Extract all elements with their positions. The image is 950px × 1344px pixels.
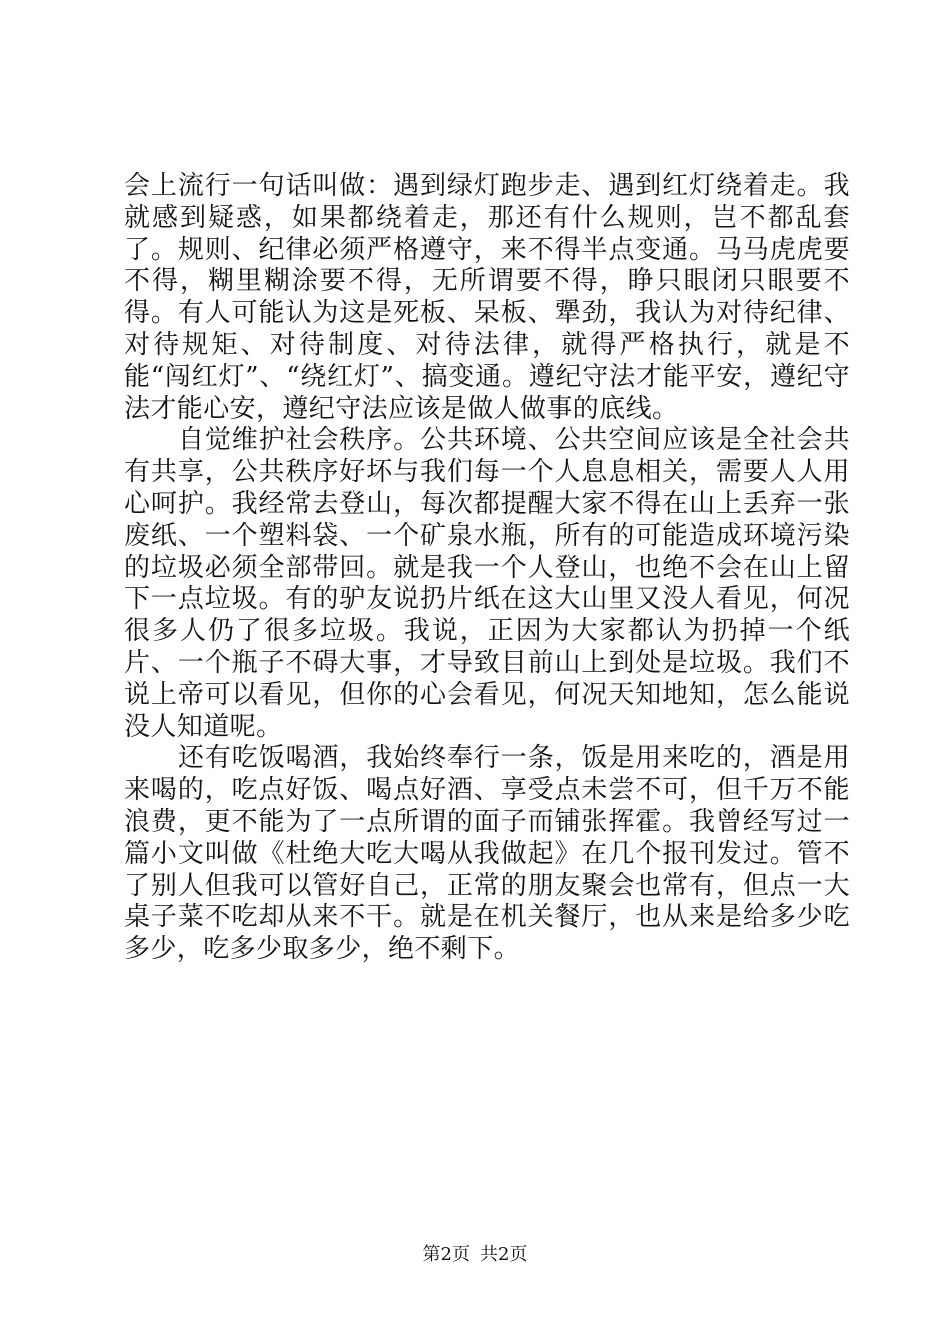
- paragraph-public-order: 自觉维护社会秩序。公共环境、公共空间应该是全社会共有共享，公共秩序好坏与我们每一个人息息相关，需要人人用心呵护。我经常去登山，每次都提醒大家不得在山上丢弃一张废纸、一个塑料袋、一个矿泉水瓶，所有的可能造成环境污染的垃圾必须全部带回。就是我一个人登山，也绝不会在山上留下一点垃圾。有的驴友说扔片纸在这大山里又没人看见，何况很多人仍了很多垃圾。我说，正因为大家都认为扔掉一个纸片、一个瓶子不碍大事，才导致目前山上到处是垃圾。我们不说上帝可以看见，但你的心会看见，何况天知地知，怎么能说没人知道呢。: [124, 425, 850, 742]
- page-number: 第2页: [422, 1244, 470, 1265]
- paragraph-continuation: 会上流行一句话叫做：遇到绿灯跑步走、遇到红灯绕着走。我就感到疑惑，如果都绕着走，那还有什么规则，岂不都乱套了。规则、纪律必须严格遵守，来不得半点变通。马马虎虎要不得，糊里糊涂要不得，无所谓要不得，睁只眼闭只眼要不得。有人可能认为这是死板、呆板、犟劲，我认为对待纪律、对待规矩、对待制度、对待法律，就得严格执行，就是不能“闯红灯”、“绕红灯”、搞变通。遵纪守法才能平安，遵纪守法才能心安，遵纪守法应该是做人做事的底线。: [124, 171, 850, 424]
- total-pages: 共2页: [480, 1244, 528, 1265]
- document-body: [124, 171, 850, 966]
- paragraph-dining: 还有吃饭喝酒，我始终奉行一条，饭是用来吃的，酒是用来喝的，吃点好饭、喝点好酒、享受点未尝不可，但千万不能浪费，更不能为了一点所谓的面子而铺张挥霍。我曾经写过一篇小文叫做《杜绝大吃大喝从我做起》在几个报刊发过。管不了别人但我可以管好自己，正常的朋友聚会也常有，但点一大桌子菜不吃却从来不干。就是在机关餐厅，也从来是给多少吃多少，吃多少取多少，绝不剩下。: [124, 743, 850, 965]
- page-footer: [0, 1243, 950, 1267]
